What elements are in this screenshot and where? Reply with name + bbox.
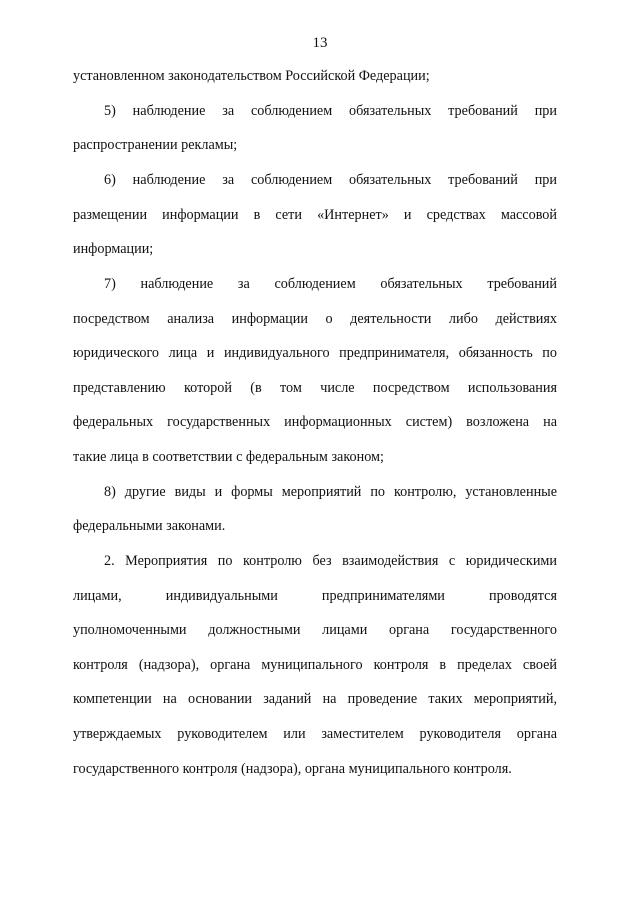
text-line: размещении информации в сети «Интернет» и средствах массовой [73,207,557,223]
text-line: представлению которой (в том числе посредством использования [73,380,557,396]
text-line: 8) другие виды и формы мероприятий по контролю, установленные [104,484,557,500]
text-line: компетенции на основании заданий на проведение таких мероприятий, [73,691,557,707]
text-line: государственного контроля (надзора), органа муниципального контроля. [73,761,512,777]
text-line: 5) наблюдение за соблюдением обязательных требований при [104,103,557,119]
text-line: юридического лица и индивидуального предпринимателя, обязанность по [73,345,557,361]
text-line: посредством анализа информации о деятельности либо действиях [73,311,557,327]
text-line: федеральных государственных информационных систем) возложена на [73,414,557,430]
text-line: распространении рекламы; [73,137,238,153]
page-number: 13 [312,35,328,51]
text-line: установленном законодательством Российской Федерации; [73,68,430,84]
text-line: федеральными законами. [73,518,226,534]
text-line: контроля (надзора), органа муниципального контроля в пределах своей [73,657,557,673]
text-line: 2. Мероприятия по контролю без взаимодействия с юридическими [104,553,557,569]
text-line: уполномоченными должностными лицами органа государственного [73,622,557,638]
text-line: лицами, индивидуальными предпринимателями проводятся [73,588,557,604]
text-line: 7) наблюдение за соблюдением обязательных требований [104,276,557,292]
text-line: 6) наблюдение за соблюдением обязательных требований при [104,172,557,188]
text-line: утверждаемых руководителем или заместителем руководителя органа [73,726,557,742]
text-line: информации; [73,241,154,257]
text-line: такие лица в соответствии с федеральным законом; [73,449,384,465]
